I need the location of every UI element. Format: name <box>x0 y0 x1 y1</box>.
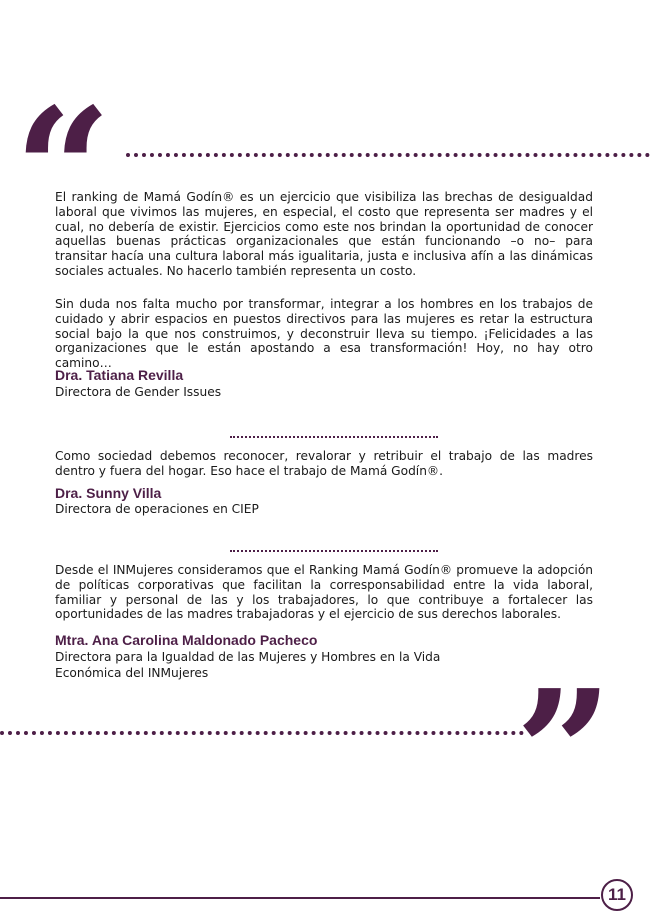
footer-line <box>0 897 600 899</box>
open-quote-mark: “ <box>14 71 98 271</box>
separator-dots-1 <box>230 436 438 438</box>
separator-dots-2 <box>230 550 438 552</box>
testimonial-3-paragraph: Desde el INMujeres consideramos que el Ranking Mamá Godín® promueve la adopción de políticas corporativas que facilitan la corresponsabilidad entre la vida laboral, familiar y personal de las y los trabajadores, lo que contribuye a fortalecer las oportunidades de las madres trabajadoras y el ejercicio de sus derechos laborales. <box>55 563 593 622</box>
testimonial-2-role: Directora de operaciones en CIEP <box>55 502 259 516</box>
testimonial-2-paragraph: Como sociedad debemos reconocer, revalorar y retribuir el trabajo de las madres dentro y fuera del hogar. Eso hace el trabajo de Mamá Godín®. <box>55 449 593 478</box>
testimonial-1-paragraph-1: El ranking de Mamá Godín® es un ejercicio que visibiliza las brechas de desigualdad laboral que vivimos las mujeres, en especial, el costo que representa ser madres y el cual, no debería de existir. Ejercicios como este nos brindan la oportunidad de conocer aquellas buenas prácticas organizacionales que están funcionando –o no– para transitar hacía una cultura laboral más igualitaria, justa e inclusiva afín a las dinámicas sociales actuales. No hacerlo también representa un costo. <box>55 190 593 278</box>
page-number-badge: 11 <box>601 879 633 911</box>
top-dotted-divider <box>126 153 650 157</box>
close-quote-mark: ” <box>515 653 599 853</box>
testimonial-2-author: Dra. Sunny Villa <box>55 485 162 501</box>
bottom-dotted-divider <box>0 731 524 735</box>
testimonial-1-role: Directora de Gender Issues <box>55 385 222 399</box>
testimonial-1-author: Dra. Tatiana Revilla <box>55 367 184 383</box>
testimonial-3-role-line-1: Directora para la Igualdad de las Mujeres y Hombres en la Vida <box>55 650 441 664</box>
testimonial-3-author: Mtra. Ana Carolina Maldonado Pacheco <box>55 632 318 648</box>
testimonial-3-role-line-2: Económica del INMujeres <box>55 666 209 680</box>
testimonial-1-paragraph-2: Sin duda nos falta mucho por transformar, integrar a los hombres en los trabajos de cuidado y abrir espacios en puestos directivos para las mujeres es retar la estructura social bajo la que nos construimos, y deconstruir lleva su tiempo. ¡Felicidades a las organizaciones que le están apostando a esa transformación! Hoy, no hay otro camino… <box>55 297 593 371</box>
